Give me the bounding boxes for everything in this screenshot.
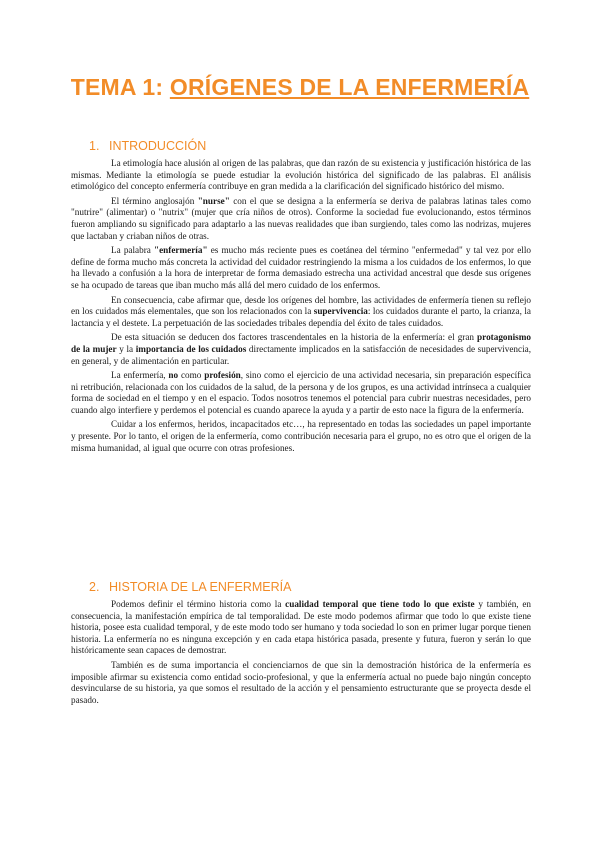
bold-term: supervivencia	[313, 306, 368, 317]
title-prefix: TEMA 1:	[70, 74, 170, 100]
paragraph	[71, 196, 531, 242]
paragraph-text: Podemos definir el término historia como la	[111, 599, 286, 609]
paragraph-text: La enfermería,	[111, 370, 169, 381]
bold-term: "enfermería"	[154, 245, 208, 256]
bold-term: protagonismo de la mujer	[71, 332, 531, 354]
section-historia	[71, 580, 531, 709]
section-title: HISTORIA DE LA ENFERMERÍA	[109, 580, 292, 594]
paragraph-text: La etimología hace alusión al origen de las palabras, que dan razón de su existencia y justificación histórica de las mismas. Mediante la etimología se puede estudiar la evolución histórica del significado de las palabras. El análisis etimológico del concepto enfermería contribuye en gran medida a la clarificación del significado histórico del mismo.	[71, 158, 531, 192]
bold-term: cualidad temporal que tiene todo lo que existe	[285, 599, 475, 609]
section-number: 2.	[89, 580, 100, 594]
paragraph-text: con el que se designa a la enfermería se deriva de palabras latinas tales como "nutrire" (alimentar) o "nutrix" (mujer que cría niños de otros). Conforme la sociedad fue evolucionando, estos términos fueron ampliando su significado para adaptarlo a las nuevas realidades que iban surgiendo, tales como las nodrizas, mujeres que lactaban y criaban niños de otras.	[71, 195, 531, 241]
section-title: INTRODUCCIÓN	[109, 139, 207, 153]
paragraph	[71, 332, 531, 367]
bold-term: profesión	[204, 370, 241, 381]
paragraph	[71, 419, 531, 454]
paragraph-text: El término anglosajón	[111, 195, 198, 206]
paragraph-text: En consecuencia, cabe afirmar que, desde los orígenes del hombre, las actividades de enfermería tienen su reflejo en los cuidados más elementales, que son los relacionados con la	[71, 294, 531, 317]
paragraph	[71, 599, 531, 657]
paragraph	[71, 370, 531, 416]
bold-term: importancia de los cuidados	[135, 343, 247, 354]
paragraph-text: De esta situación se deducen dos factores trascendentales en la historia de la enfermería: el gran	[111, 332, 478, 343]
paragraph-text: como	[178, 370, 205, 381]
paragraph	[71, 660, 531, 706]
bold-term: no	[168, 370, 179, 381]
bold-term: "nurse"	[197, 195, 230, 206]
paragraph-text: y la	[116, 343, 136, 354]
section-heading	[89, 580, 531, 594]
paragraph	[71, 295, 531, 330]
paragraph-text: y también, en consecuencia, la manifestación empírica de tal temporalidad. De este modo podemos afirmar que todo lo que existe tiene historia, posee esta cualidad temporal, y de este modo todo ser humano y toda sociedad lo son en primer lugar porque tienen historia. La enfermería no es ninguna excepción y en cada etapa histórica pasada, presente y futura, fueron y serán lo que históricamente sean capaces de demostrar.	[71, 599, 531, 656]
section-heading	[89, 139, 531, 153]
paragraph-text: es mucho más reciente pues es coetánea del término "enfermedad" y tal vez por ello define de forma mucho más concreta la actividad del cuidador restringiendo la misma a los cuidados de los enfermos, lo que ha llevado a confusión a la hora de interpretar de forma demasiado estrecha una actividad ancestral que desde sus orígenes se ha ocupado de tareas que iban mucho más allá del mero cuidado de los enfermos.	[71, 245, 531, 290]
paragraph-text: La palabra	[111, 245, 154, 256]
section-introduccion	[71, 139, 531, 457]
title-main: ORÍGENES DE LA ENFERMERÍA	[169, 74, 530, 100]
paragraph-text: Cuidar a los enfermos, heridos, incapacitados etc…, ha representado en todas las sociedades un papel importante y presente. Por lo tanto, el origen de la enfermería, como contribución necesaria para el grupo, no es otro que el origen de la misma humanidad, al igual que ocurre con otras profesiones.	[71, 419, 531, 453]
paragraph-text: : los cuidados durante el parto, la crianza, la lactancia y el destete. La perpetuación de las sociedades tribales dependía del éxito de tales cuidados.	[71, 306, 531, 328]
document-title	[0, 74, 600, 101]
section-number: 1.	[89, 139, 100, 153]
paragraph-text: directamente implicados en la satisfacción de necesidades de supervivencia, en general, y de alimentación en particular.	[71, 343, 531, 366]
paragraph	[71, 245, 531, 291]
paragraph-text: , sino como el ejercicio de una actividad necesaria, sin preparación específica ni retribución, relacionada con los cuidados de la salud, de la persona y de los grupos, es una actividad intrínseca a cualquier forma de sociedad en el tiempo y en el espacio. Todos nosotros tenemos el potencial para cubrir nuestras necesidades, pero cuando algo interfiere y perdemos el potencial es cuando aparece la ayuda y a partir de esto nace la figura de la enfermería.	[71, 370, 531, 415]
paragraph	[71, 158, 531, 193]
paragraph-text: También es de suma importancia el concienciarnos de que sin la demostración histórica de la enfermería es imposible afirmar su existencia como entidad socio-profesional, y que la enfermería actual no puede bajo ningún concepto desvincularse de su historia, ya que somos el resultado de la acción y el pensamiento estructurante que se proyecta desde el pasado.	[71, 659, 531, 705]
